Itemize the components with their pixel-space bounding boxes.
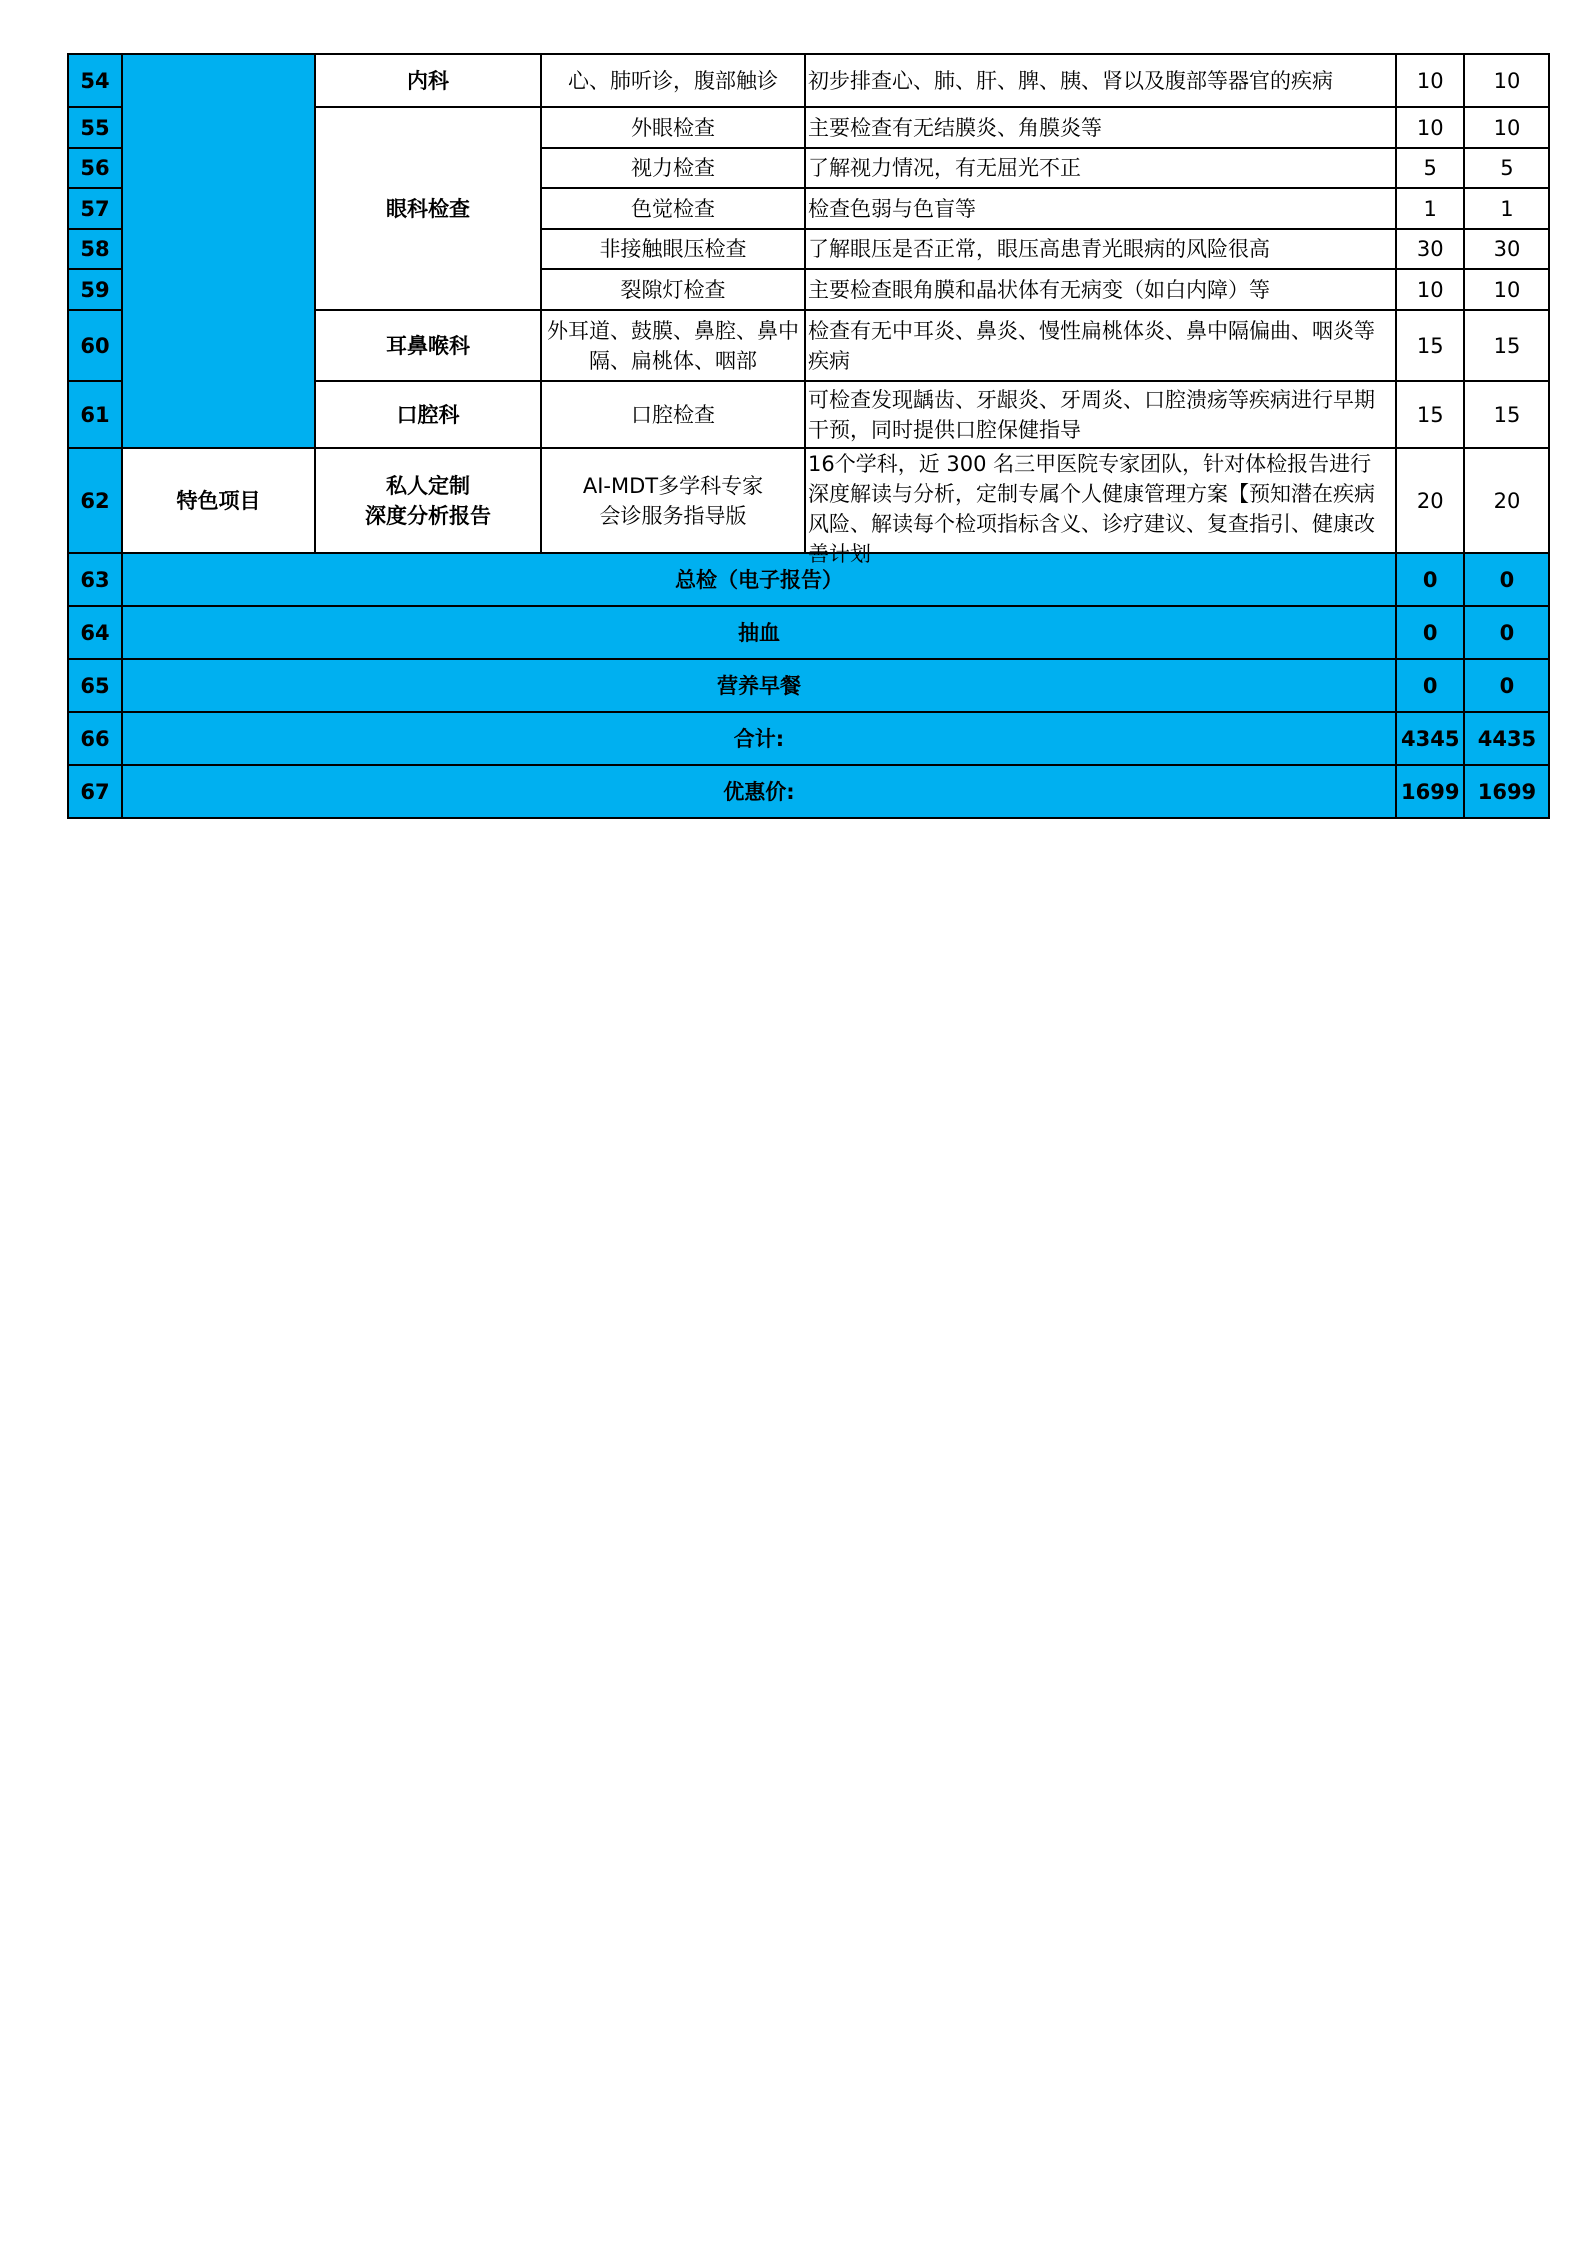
row-number: 65 (68, 659, 122, 712)
price-cell: 5 (1464, 148, 1549, 188)
item-line: AI-MDT多学科专家 (582, 473, 764, 498)
discount-price: 1699 (1464, 765, 1549, 818)
price-cell: 10 (1464, 269, 1549, 310)
row-number: 57 (68, 188, 122, 229)
description-cell (805, 448, 1396, 566)
summary-label: 营养早餐 (122, 659, 1396, 712)
discount-label: 优惠价: (122, 765, 1396, 818)
item-cell: 口腔检查 (541, 381, 805, 448)
price-cell: 30 (1396, 229, 1464, 269)
row-number: 62 (68, 448, 122, 553)
price-cell: 30 (1464, 229, 1549, 269)
price-cell: 0 (1464, 553, 1549, 606)
description-cell: 可检查发现龋齿、牙龈炎、牙周炎、口腔溃疡等疾病进行早期干预，同时提供口腔保健指导 (805, 381, 1396, 448)
department-line: 深度分析报告 (365, 503, 491, 528)
price-cell: 0 (1396, 606, 1464, 659)
item-cell: 外眼检查 (541, 107, 805, 148)
row-number: 61 (68, 381, 122, 448)
department-cell: 耳鼻喉科 (315, 310, 541, 381)
price-cell: 15 (1396, 381, 1464, 448)
price-cell: 0 (1396, 553, 1464, 606)
price-cell: 1 (1464, 188, 1549, 229)
row-number: 55 (68, 107, 122, 148)
total-price: 4435 (1464, 712, 1549, 765)
price-cell: 10 (1464, 107, 1549, 148)
price-cell: 10 (1464, 54, 1549, 107)
department-cell (315, 448, 541, 553)
price-cell: 5 (1396, 148, 1464, 188)
description-cell: 了解视力情况，有无屈光不正 (805, 148, 1396, 188)
price-cell: 0 (1396, 659, 1464, 712)
table-row (68, 54, 1549, 107)
summary-row (68, 606, 1549, 659)
price-cell: 15 (1396, 310, 1464, 381)
price-cell: 10 (1396, 107, 1464, 148)
item-cell: 非接触眼压检查 (541, 229, 805, 269)
description-text: 16个学科，近 300 名三甲医院专家团队，针对体检报告进行深度解读与分析，定制专属个人健康管理方案【预知潜在疾病风险、解读每个检项指标含义、诊疗建议、复查指引、健康改善计划 (808, 452, 1375, 566)
price-cell: 15 (1464, 381, 1549, 448)
category-cell (122, 54, 315, 448)
department-cell: 眼科检查 (315, 107, 541, 310)
item-line: 会诊服务指导版 (599, 503, 747, 528)
exam-items-table (67, 53, 1550, 819)
description-cell: 了解眼压是否正常，眼压高患青光眼病的风险很高 (805, 229, 1396, 269)
item-cell: 视力检查 (541, 148, 805, 188)
row-number: 60 (68, 310, 122, 381)
price-cell: 15 (1464, 310, 1549, 381)
total-price: 4345 (1396, 712, 1464, 765)
row-number: 59 (68, 269, 122, 310)
item-cell: 色觉检查 (541, 188, 805, 229)
item-cell: 外耳道、鼓膜、鼻腔、鼻中隔、扁桃体、咽部 (541, 310, 805, 381)
row-number: 58 (68, 229, 122, 269)
row-number: 66 (68, 712, 122, 765)
description-cell: 主要检查眼角膜和晶状体有无病变（如白内障）等 (805, 269, 1396, 310)
row-number: 54 (68, 54, 122, 107)
description-cell: 初步排查心、肺、肝、脾、胰、肾以及腹部等器官的疾病 (805, 54, 1396, 107)
item-cell: 裂隙灯检查 (541, 269, 805, 310)
price-cell: 0 (1464, 606, 1549, 659)
price-cell: 10 (1396, 54, 1464, 107)
row-number: 56 (68, 148, 122, 188)
row-number: 67 (68, 765, 122, 818)
description-cell: 检查色弱与色盲等 (805, 188, 1396, 229)
department-cell: 口腔科 (315, 381, 541, 448)
summary-row (68, 765, 1549, 818)
price-cell: 1 (1396, 188, 1464, 229)
discount-price: 1699 (1396, 765, 1464, 818)
price-cell: 20 (1396, 448, 1464, 553)
item-cell (541, 448, 805, 553)
summary-label: 抽血 (122, 606, 1396, 659)
table-row (68, 448, 1549, 553)
total-label: 合计: (122, 712, 1396, 765)
summary-row (68, 659, 1549, 712)
description-cell: 主要检查有无结膜炎、角膜炎等 (805, 107, 1396, 148)
category-cell: 特色项目 (122, 448, 315, 553)
item-cell: 心、肺听诊，腹部触诊 (541, 54, 805, 107)
department-line: 私人定制 (386, 473, 470, 498)
price-cell: 20 (1464, 448, 1549, 553)
summary-label: 总检（电子报告） (122, 553, 1396, 606)
price-cell: 10 (1396, 269, 1464, 310)
row-number: 64 (68, 606, 122, 659)
summary-row (68, 712, 1549, 765)
price-cell: 0 (1464, 659, 1549, 712)
description-cell: 检查有无中耳炎、鼻炎、慢性扁桃体炎、鼻中隔偏曲、咽炎等疾病 (805, 310, 1396, 381)
department-cell: 内科 (315, 54, 541, 107)
row-number: 63 (68, 553, 122, 606)
